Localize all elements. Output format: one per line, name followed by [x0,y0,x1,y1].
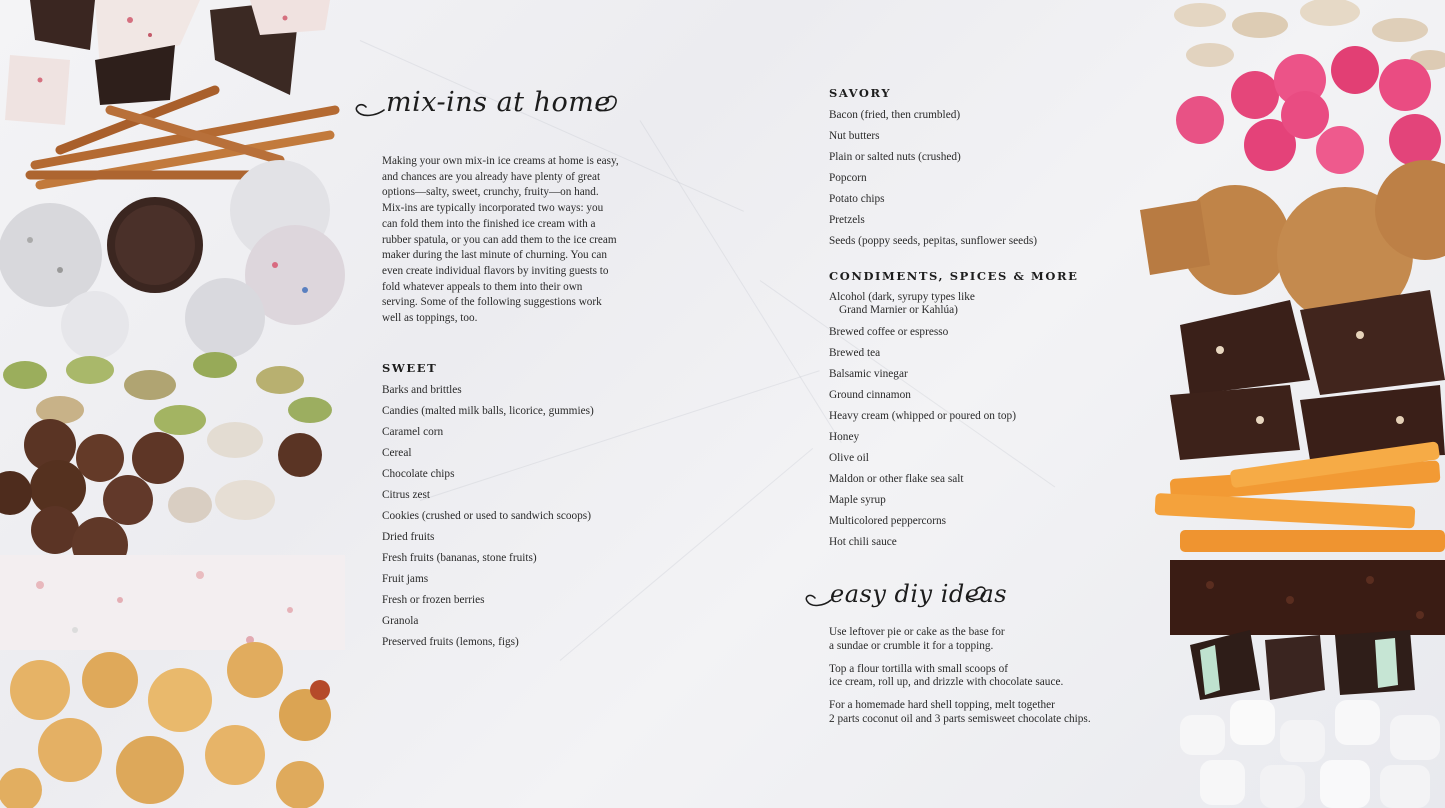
diy-idea-line: Top a flour tortilla with small scoops of [829,662,1008,675]
diy-idea-line: For a homemade hard shell topping, melt together [829,699,1055,712]
cacao-nibs [1170,560,1445,635]
list-item: Fresh fruits (bananas, stone fruits) [382,552,537,564]
list-item: Heavy cream (whipped or poured on top) [829,410,1016,422]
list-item: Popcorn [829,172,867,184]
list-item: Balsamic vinegar [829,368,908,380]
list-item: Multicolored peppercorns [829,515,947,527]
list-item: Hot chili sauce [829,536,897,548]
sweet-heading: SWEET [382,361,438,375]
list-item: Caramel corn [382,426,444,438]
diy-idea-line: 2 parts coconut oil and 3 parts semisweet chocolate chips. [829,712,1091,725]
list-item-line: Alcohol (dark, syrupy types like [829,291,975,303]
list-item: Ground cinnamon [829,389,911,401]
list-item: Candies (malted milk balls, licorice, gummies) [382,405,594,417]
nonpareil-chocolates [0,160,345,359]
sweet-list [382,383,594,656]
savory-heading: SAVORY [829,86,892,100]
list-item: Dried fruits [382,531,435,543]
list-item: Fruit jams [382,573,429,585]
sea-salt-crystals [0,555,345,650]
list-item: Brewed coffee or espresso [829,326,949,338]
diy-idea-line: Use leftover pie or cake as the base for [829,626,1005,638]
condiments-list [829,291,1016,556]
malted-milk-balls [0,419,322,573]
list-item: Cookies (crushed or used to sandwich scoops) [382,510,591,522]
page-title: mix-ins at home [386,87,611,118]
diy-idea-line: ice cream, roll up, and drizzle with chocolate sauce. [829,676,1064,689]
title-swash-right-icon [594,90,620,116]
list-item: Brewed tea [829,347,881,359]
list-item: Bacon (fried, then crumbled) [829,109,961,121]
list-item: Barks and brittles [382,384,462,396]
list-item: Nut butters [829,130,880,142]
food-photo-right [1140,0,1445,808]
diy-idea [829,699,1129,726]
list-item-line: Grand Marnier or Kahlúa) [839,304,958,316]
diy-title: easy diy ideas [830,580,1008,608]
marshmallows [1180,700,1440,808]
list-item: Olive oil [829,452,869,464]
intro-paragraph: Making your own mix-in ice creams at home is easy, and chances are you already have plenty of great options—salty, sweet, crunchy, fruity—on hand. Mix-ins are typically incorporated two ways: you can fold them into the finished ice cream with a rubber spatula, or you can add them to the ice cream maker during the last minute of churning. You can even create individual flavors by inviting guests to fold whatever appeals to them into their own serving. Some of the following suggestions work well as toppings, too. [382,155,619,325]
list-item: Granola [382,615,419,627]
marble-vein [560,448,813,661]
toffee-bark [1170,290,1445,460]
food-photo-left [0,0,355,808]
list-item: Honey [829,431,860,443]
caramel-corn [0,642,331,808]
list-item: Preserved fruits (lemons, figs) [382,636,519,648]
list-item: Chocolate chips [382,468,455,480]
list-item: Maldon or other flake sea salt [829,473,964,485]
diy-ideas [829,626,1129,736]
diy-idea [829,626,1129,653]
list-item: Pretzels [829,214,865,226]
condiments-heading: CONDIMENTS, SPICES & MORE [829,269,1079,283]
title-swash-left-icon [354,96,386,120]
list-item: Potato chips [829,193,885,205]
diy-swash-left-icon [804,588,832,610]
list-item: Cereal [382,447,412,459]
list-item: Fresh or frozen berries [382,594,485,606]
list-item: Citrus zest [382,489,431,501]
list-item: Seeds (poppy seeds, pepitas, sunflower seeds) [829,235,1038,247]
savory-list [829,108,1037,255]
diy-idea [829,663,1129,690]
list-item: Maple syrup [829,494,886,506]
diy-idea-line: a sundae or crumble it for a topping. [829,639,994,652]
mint-chocolate-squares [1190,630,1415,700]
list-item: Plain or salted nuts (crushed) [829,151,961,163]
diy-swash-right-icon [966,582,988,604]
list-item [829,291,1016,325]
